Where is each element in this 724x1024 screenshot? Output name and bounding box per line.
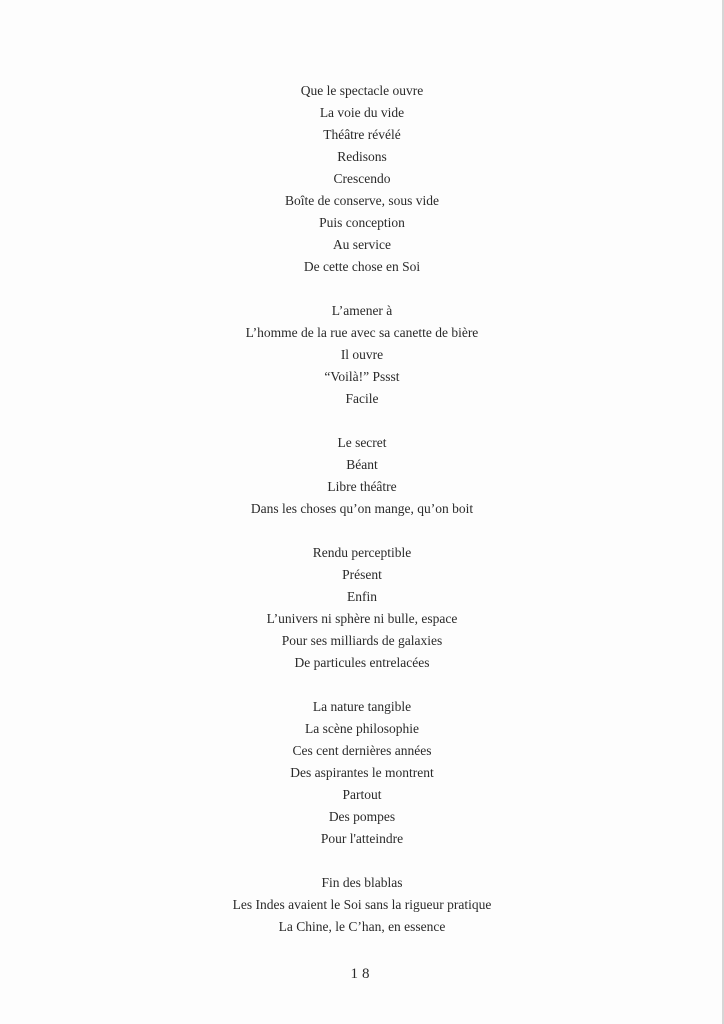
stanza-4 (0, 542, 724, 674)
page-number: 18 (350, 966, 374, 982)
poem-line: Présent (342, 567, 382, 582)
poem (0, 80, 724, 938)
poem-line: Facile (345, 391, 379, 406)
poem-line: La scène philosophie (305, 721, 419, 736)
stanza-3 (0, 432, 724, 520)
poem-line: Enfin (347, 589, 377, 604)
poem-line: Dans les choses qu’on mange, qu’on boit (250, 501, 474, 516)
poem-line: Théâtre révélé (323, 127, 401, 142)
poem-line: L’homme de la rue avec sa canette de bière (245, 325, 479, 340)
poem-line: L’univers ni sphère ni bulle, espace (266, 611, 458, 626)
poem-line: De particules entrelacées (294, 655, 430, 670)
poem-line: Les Indes avaient le Soi sans la rigueur pratique (232, 897, 492, 912)
poem-line: Rendu perceptible (312, 545, 412, 560)
poem-line: Pour l'atteindre (320, 831, 404, 846)
poem-line: Crescendo (333, 171, 391, 186)
poem-line: Des aspirantes le montrent (290, 765, 434, 780)
poem-line: L’amener à (331, 303, 393, 318)
stanza-6 (0, 872, 724, 938)
poem-line: Ces cent dernières années (292, 743, 432, 758)
poem-line: Des pompes (328, 809, 396, 824)
poem-line: Fin des blablas (321, 875, 403, 890)
poem-line: Au service (332, 237, 392, 252)
poem-line: Que le spectacle ouvre (300, 83, 424, 98)
poem-line: Partout (342, 787, 382, 802)
poem-line: La voie du vide (319, 105, 405, 120)
poem-line: Puis conception (319, 215, 405, 230)
poem-line: De cette chose en Soi (303, 259, 421, 274)
stanza-1 (0, 80, 724, 278)
stanza-5 (0, 696, 724, 850)
poem-line: Béant (346, 457, 378, 472)
poem-line: Le secret (337, 435, 387, 450)
poem-line: Libre théâtre (327, 479, 397, 494)
poem-line: “Voilà!” Pssst (324, 369, 400, 384)
poem-line: La nature tangible (312, 699, 412, 714)
poem-line: Pour ses milliards de galaxies (281, 633, 443, 648)
poem-line: Il ouvre (340, 347, 384, 362)
poem-line: La Chine, le C’han, en essence (278, 919, 446, 934)
poem-line: Boîte de conserve, sous vide (284, 193, 440, 208)
poem-line: Redisons (337, 149, 387, 164)
stanza-2 (0, 300, 724, 410)
